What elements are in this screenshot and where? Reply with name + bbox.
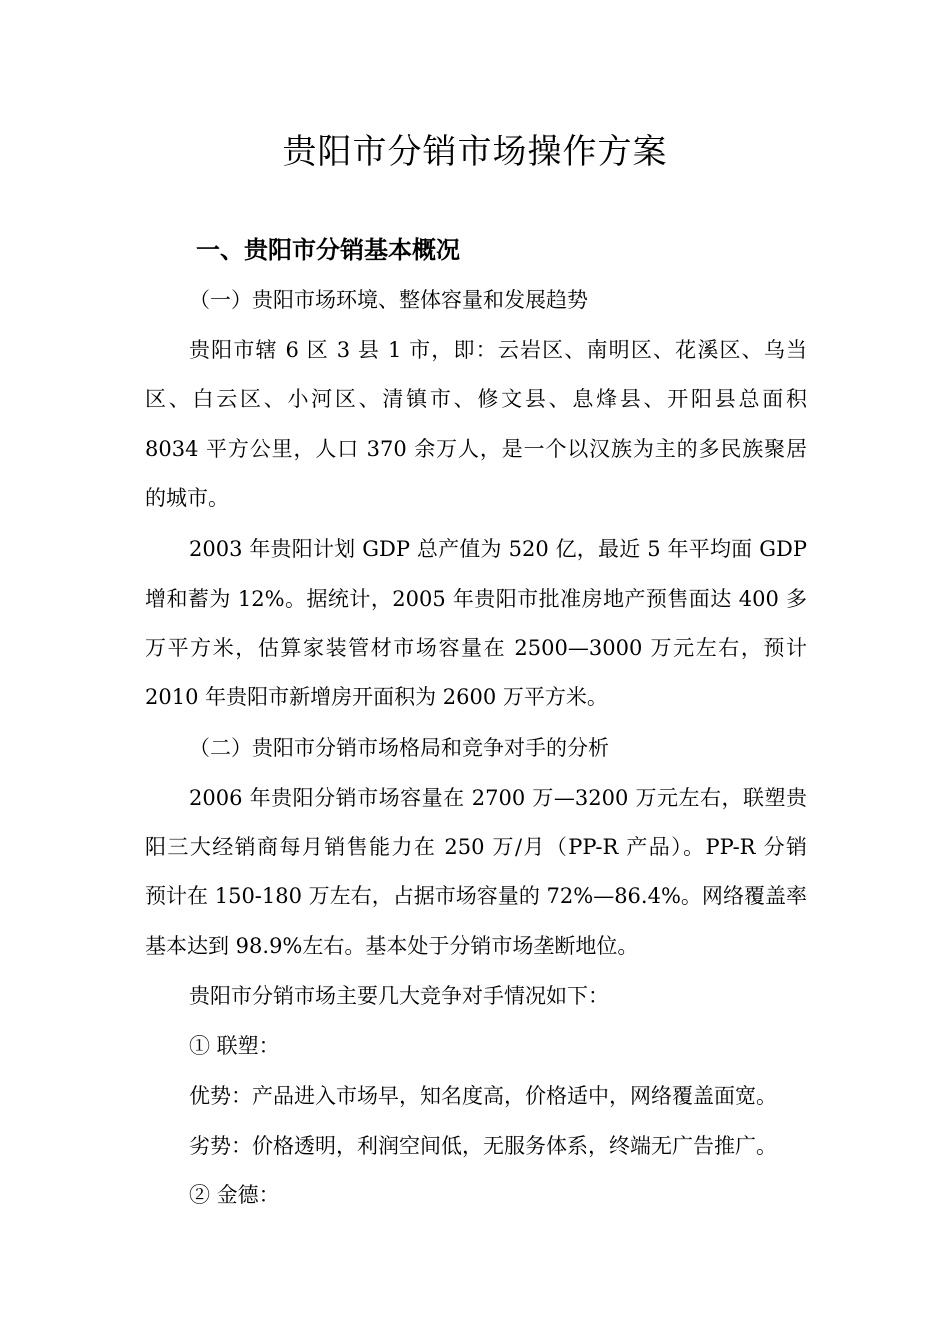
subsection-heading: （一）贵阳市场环境、整体容量和发展趋势 <box>189 288 588 312</box>
competitors-intro: 贵阳市分销市场主要几大竞争对手情况如下： <box>189 984 609 1008</box>
paragraph-line: 基本达到 98.9%左右。基本处于分销市场垄断地位。 <box>145 934 639 958</box>
competitor-name: ① 联塑： <box>189 1034 280 1058</box>
paragraph-line: 2010 年贵阳市新增房开面积为 2600 万平方米。 <box>145 685 608 709</box>
paragraph-line: 8034 平方公里，人口 370 余万人，是一个以汉族为主的多民族聚居 <box>145 437 807 461</box>
paragraph-line: 增和蓄为 12%。据统计，2005 年贵阳市批准房地产预售面达 400 多 <box>145 587 807 611</box>
document-title: 贵阳市分销市场操作方案 <box>282 132 668 172</box>
paragraph-line: 区、白云区、小河区、清镇市、修文县、息烽县、开阳县总面积 <box>145 387 807 411</box>
section-heading: 一、贵阳市分销基本概况 <box>196 236 460 264</box>
paragraph-line: 的城市。 <box>145 486 229 510</box>
competitor-name: ② 金德： <box>189 1183 280 1207</box>
paragraph-line: 贵阳市辖 6 区 3 县 1 市，即：云岩区、南明区、花溪区、乌当 <box>189 338 807 362</box>
paragraph-line: 2003 年贵阳计划 GDP 总产值为 520 亿，最近 5 年平均面 GDP <box>189 537 807 561</box>
paragraph-line: 阳三大经销商每月销售能力在 250 万/月（PP-R 产品）。PP-R 分销 <box>145 835 807 859</box>
competitor-weakness: 劣势：价格透明，利润空间低，无服务体系，终端无广告推广。 <box>189 1134 777 1158</box>
paragraph-line: 预计在 150-180 万左右，占据市场容量的 72%—86.4%。网络覆盖率 <box>145 884 807 908</box>
subsection-heading: （二）贵阳市分销市场格局和竞争对手的分析 <box>189 736 609 760</box>
paragraph-line: 万平方米，估算家装管材市场容量在 2500—3000 万元左右，预计 <box>145 636 807 660</box>
paragraph-line: 2006 年贵阳分销市场容量在 2700 万—3200 万元左右，联塑贵 <box>189 786 807 810</box>
competitor-strength: 优势：产品进入市场早，知名度高，价格适中，网络覆盖面宽。 <box>189 1084 777 1108</box>
